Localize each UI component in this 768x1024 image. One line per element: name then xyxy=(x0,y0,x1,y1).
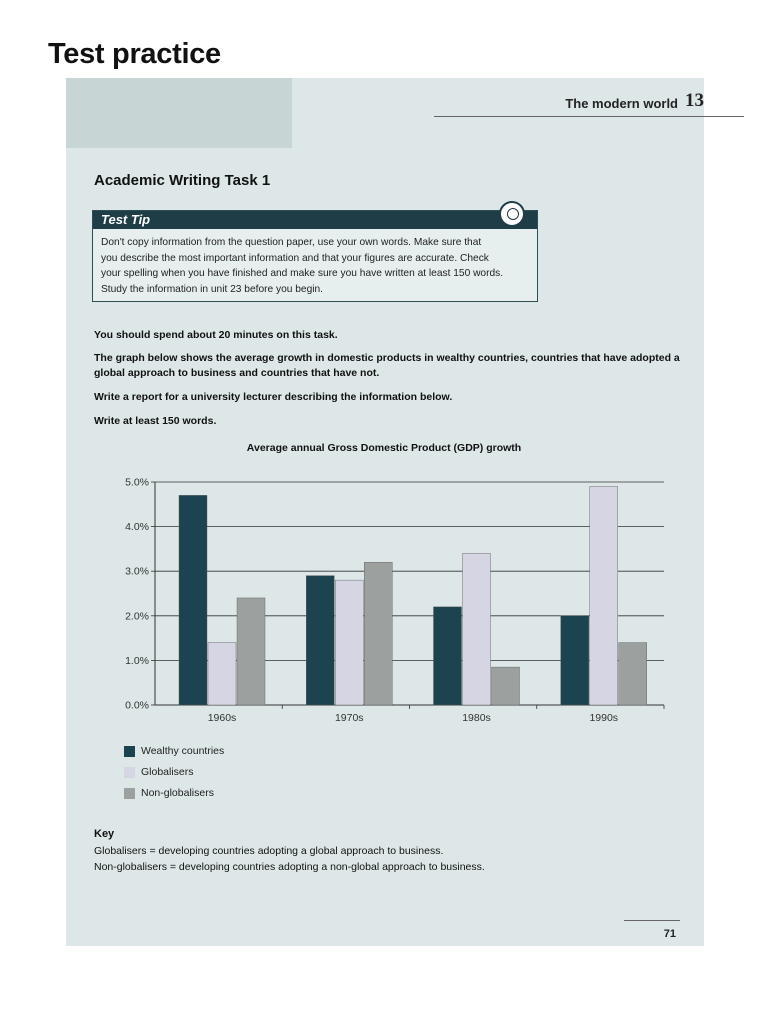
legend-label: Wealthy countries xyxy=(141,745,225,757)
x-tick-label: 1990s xyxy=(589,712,619,724)
page-number: 71 xyxy=(663,928,676,940)
bar-non-globalisers-1990s xyxy=(619,643,647,705)
bar-non-globalisers-1980s xyxy=(492,667,520,705)
bar-wealthy-countries-1980s xyxy=(434,607,462,705)
key-title: Key xyxy=(94,828,115,840)
x-tick-label: 1980s xyxy=(462,712,491,724)
legend-swatch xyxy=(124,746,135,757)
section-title: The modern world xyxy=(565,96,678,111)
test-tip-label: Test Tip xyxy=(101,212,151,227)
bar-wealthy-countries-1990s xyxy=(561,616,589,705)
legend-label: Globalisers xyxy=(141,766,194,778)
instruction-report: Write a report for a university lecturer describing the information below. xyxy=(94,391,453,403)
footer-rule xyxy=(624,920,680,921)
bar-wealthy-countries-1970s xyxy=(306,576,334,705)
instruction-time: You should spend about 20 minutes on this task. xyxy=(94,329,338,341)
x-tick-label: 1970s xyxy=(334,712,364,724)
bar-non-globalisers-1970s xyxy=(364,562,392,705)
y-tick-label: 5.0% xyxy=(125,476,149,489)
key-globalisers: Globalisers = developing countries adopting a global approach to business. xyxy=(94,845,444,857)
y-tick-label: 4.0% xyxy=(125,521,149,534)
tip-line: your spelling when you have finished and make sure you have written at least 150 words. xyxy=(101,268,504,279)
task-subtitle: Academic Writing Task 1 xyxy=(94,172,271,189)
tip-line: Don't copy information from the question paper, use your own words. Make sure that xyxy=(101,237,482,248)
unit-number: 13 xyxy=(685,90,704,111)
bar-globalisers-1990s xyxy=(590,486,618,705)
bar-globalisers-1970s xyxy=(335,580,363,705)
y-tick-label: 3.0% xyxy=(125,565,149,578)
y-tick-label: 0.0% xyxy=(125,699,149,712)
instruction-word-count: Write at least 150 words. xyxy=(94,415,217,427)
y-tick-label: 1.0% xyxy=(125,654,149,667)
instruction-description: The graph below shows the average growth in domestic products in wealthy countries, countries that have adopted a global approach to business and countries that have not. xyxy=(94,352,680,379)
bar-wealthy-countries-1960s xyxy=(179,495,207,705)
legend-swatch xyxy=(124,767,135,778)
page-title: Test practice xyxy=(48,38,221,70)
legend-swatch xyxy=(124,788,135,799)
bar-globalisers-1980s xyxy=(463,553,491,705)
y-tick-label: 2.0% xyxy=(125,610,149,623)
legend-label: Non-globalisers xyxy=(141,787,214,799)
bar-globalisers-1960s xyxy=(208,643,236,705)
key-non-globalisers: Non-globalisers = developing countries adopting a non-global approach to business. xyxy=(94,861,485,873)
tip-line: you describe the most important information and that your figures are accurate. Check xyxy=(101,252,489,264)
chart-title: Average annual Gross Domestic Product (GDP) growth xyxy=(246,442,522,454)
bar-non-globalisers-1960s xyxy=(237,598,265,705)
tip-line: Study the information in unit 23 before you begin. xyxy=(101,283,324,295)
x-tick-label: 1960s xyxy=(207,712,237,724)
